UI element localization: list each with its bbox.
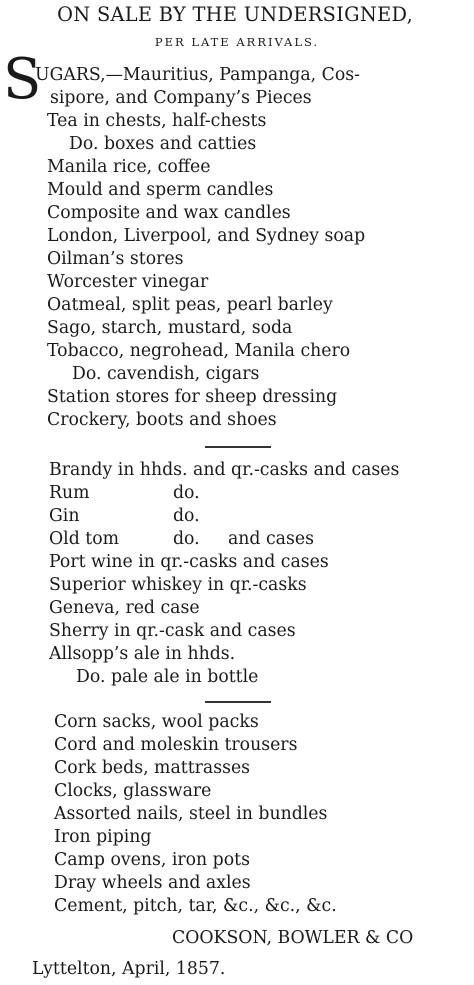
list-item: Assorted nails, steel in bundles bbox=[54, 804, 328, 824]
ditto-mark: do. bbox=[173, 506, 200, 526]
list-item: Allsopp’s ale in hhds. bbox=[49, 644, 236, 664]
list-item: Clocks, glassware bbox=[54, 781, 212, 801]
list-item: Do. cavendish, cigars bbox=[72, 364, 260, 384]
list-item: London, Liverpool, and Sydney soap bbox=[47, 226, 366, 246]
list-item: Mould and sperm candles bbox=[47, 180, 274, 200]
list-item: Cork beds, mattrasses bbox=[54, 758, 251, 778]
list-item: Iron piping bbox=[54, 827, 152, 847]
list-item: Oatmeal, split peas, pearl barley bbox=[47, 295, 333, 315]
subheadline: PER LATE ARRIVALS. bbox=[154, 35, 320, 49]
drop-cap: S bbox=[3, 47, 42, 112]
list-item: Cord and moleskin trousers bbox=[54, 735, 298, 755]
headline: ON SALE BY THE UNDERSIGNED, bbox=[57, 3, 414, 26]
list-item: Oilman’s stores bbox=[47, 249, 184, 269]
ditto-mark: do. bbox=[173, 483, 200, 503]
list-item: Sago, starch, mustard, soda bbox=[47, 318, 293, 338]
section-divider bbox=[205, 701, 271, 703]
list-item: Tea in chests, half-chests bbox=[47, 111, 267, 131]
list-item-suffix: and cases bbox=[228, 529, 314, 549]
list-item: Manila rice, coffee bbox=[47, 157, 211, 177]
ditto-mark: do. bbox=[173, 529, 200, 549]
section-divider bbox=[205, 446, 271, 448]
list-item: Composite and wax candles bbox=[47, 203, 291, 223]
list-item: Gin bbox=[49, 506, 80, 526]
list-item: Dray wheels and axles bbox=[54, 873, 251, 893]
list-item: Worcester vinegar bbox=[47, 272, 209, 292]
sugars-line-1: UGARS,—Mauritius, Pampanga, Cos- bbox=[35, 65, 360, 85]
list-item: Corn sacks, wool packs bbox=[54, 712, 259, 732]
dateline: Lyttelton, April, 1857. bbox=[32, 959, 226, 979]
list-item: Geneva, red case bbox=[49, 598, 200, 618]
list-item: Sherry in qr.-cask and cases bbox=[49, 621, 296, 641]
list-item: Superior whiskey in qr.-casks bbox=[49, 575, 307, 595]
list-item: Cement, pitch, tar, &c., &c., &c. bbox=[54, 896, 337, 916]
list-item: Crockery, boots and shoes bbox=[47, 410, 277, 430]
sugars-line-2: sipore, and Company’s Pieces bbox=[50, 88, 312, 108]
list-item: Tobacco, negrohead, Manila chero bbox=[47, 341, 351, 361]
list-item: Camp ovens, iron pots bbox=[54, 850, 250, 870]
signature: COOKSON, BOWLER & CO bbox=[172, 928, 414, 948]
list-item: Do. pale ale in bottle bbox=[76, 667, 259, 687]
list-item: Station stores for sheep dressing bbox=[47, 387, 338, 407]
list-item: Port wine in qr.-casks and cases bbox=[49, 552, 329, 572]
list-item: Old tom bbox=[49, 529, 119, 549]
list-item: Brandy in hhds. and qr.-casks and cases bbox=[49, 460, 400, 480]
list-item: Rum bbox=[49, 483, 90, 503]
list-item: Do. boxes and catties bbox=[69, 134, 257, 154]
